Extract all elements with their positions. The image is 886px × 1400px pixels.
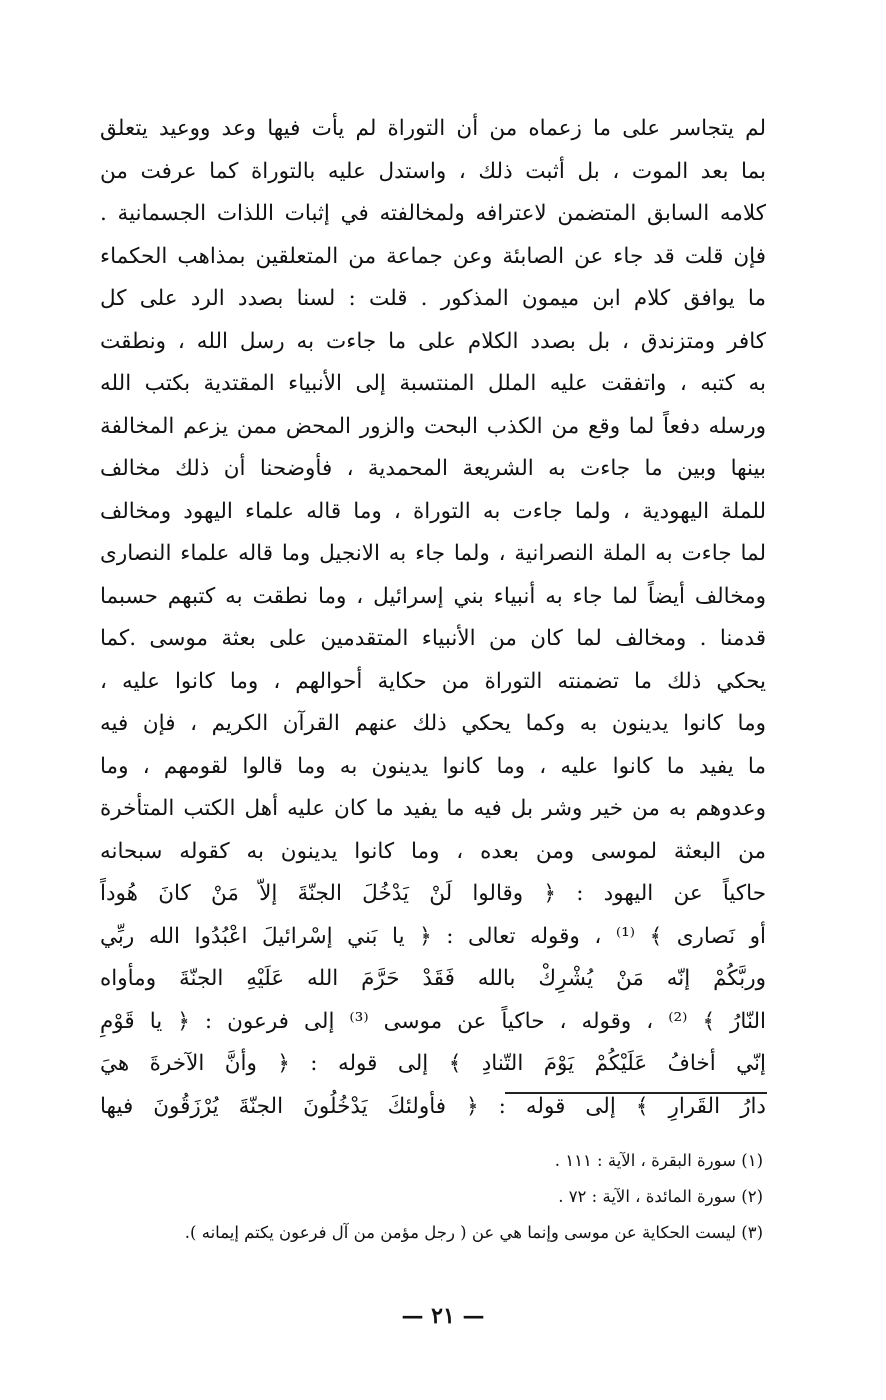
- text-line: ما يفيد ما كانوا عليه ، وما كانوا يدينون به وما قالوا لقومهم ، وما: [100, 753, 766, 779]
- text-line: أو نَصارى ﴾ ⁽¹⁾ ، وقوله تعالى : ﴿ يا بَني إسْرائيلَ اعْبُدُوا الله ربِّي: [100, 923, 766, 949]
- text-line: وعدوهم به من خير وشر بل فيه ما يفيد ما كان عليه أهل الكتب المتأخرة: [100, 796, 766, 821]
- footnote-separator: [505, 1092, 767, 1094]
- text-line: وربَّكُمْ إنّه مَنْ يُشْرِكْ بالله فَقَدْ حَرَّمَ الله عَلَيْهِ الجنّةَ ومأواه: [100, 966, 766, 991]
- text-line: وما كانوا يدينون به وكما يحكي ذلك عنهم القرآن الكريم ، فإن فيه: [100, 711, 766, 736]
- text-line: كافر ومتزندق ، بل بصدد الكلام على ما جاءت به رسل الله ، ونطقت: [100, 328, 766, 354]
- main-text: [100, 108, 766, 1128]
- text-line: يحكي ذلك ما تضمنته التوراة من حكاية أحوالهم ، وما كانوا عليه ،: [100, 668, 766, 694]
- text-line: حاكياً عن اليهود : ﴿ وقالوا لَنْ يَدْخُلَ الجنّةَ إلاّ مَنْ كانَ هُوداً: [100, 881, 766, 906]
- text-line: فإن قلت قد جاء عن الصابئة وعن جماعة من المتعلقين بمذاهب الحكماء: [100, 243, 766, 269]
- text-line: ومخالف أيضاً لما جاء به أنبياء بني إسرائيل ، وما نطقت به كتبهم حسبما: [100, 583, 766, 609]
- text-line: ما يوافق كلام ابن ميمون المذكور . قلت : لسنا بصدد الرد على كل: [100, 286, 766, 311]
- text-line: بينها وبين ما جاءت به الشريعة المحمدية ، فأوضحنا أن ذلك مخالف: [100, 456, 766, 481]
- text-line: إنّي أخافُ عَلَيْكُمْ يَوْمَ التّنادِ ﴾ إلى قوله : ﴿ وأنَّ الآخرةَ هيَ: [100, 1051, 766, 1076]
- footnote-2: (٢) سورة المائدة ، الآية : ٧٢ .: [558, 1187, 763, 1206]
- footnotes: [184, 1143, 763, 1251]
- text-line: بما بعد الموت ، بل أثبت ذلك ، واستدل عليه بالتوراة كما عرفت من: [100, 158, 766, 184]
- text-line: كلامه السابق المتضمن لاعترافه ولمخالفته في إثبات اللذات الجسمانية .: [100, 201, 766, 226]
- footnote-1: (١) سورة البقرة ، الآية : ١١١ .: [554, 1151, 763, 1170]
- text-line: قدمنا . ومخالف لما كان من الأنبياء المتقدمين على بعثة موسى .كما: [100, 626, 766, 651]
- text-line: للملة اليهودية ، ولما جاءت به التوراة ، وما قاله علماء اليهود ومخالف: [100, 498, 766, 524]
- footnote-3: (٣) ليست الحكاية عن موسى وإنما هي عن ( رجل مؤمن من آل فرعون يكتم إيمانه ).: [184, 1223, 763, 1242]
- text-line: لما جاءت به الملة النصرانية ، ولما جاء به الانجيل وما قاله علماء النصارى: [100, 541, 766, 566]
- text-line: دارُ القَرارِ ﴾ إلى قوله : ﴿ فأولئكَ يَدْخُلُونَ الجنّةَ يُرْزَقُونَ فيها: [100, 1093, 766, 1119]
- page-number: — ٢١ —: [401, 1303, 485, 1329]
- text-line: ورسله دفعاً لما وقع من الكذب البحت والزور المحض ممن يزعم المخالفة: [100, 413, 766, 439]
- text-line: من البعثة لموسى ومن بعده ، وما كانوا يدينون به كقوله سبحانه: [100, 838, 766, 864]
- text-line: النّارُ ﴾ ⁽²⁾ ، وقوله ، حاكياً عن موسى ⁽³⁾ إلى فرعون : ﴿ يا قَوْمِ: [100, 1008, 766, 1034]
- text-line: لم يتجاسر على ما زعماه من أن التوراة لم يأت فيها وعد ووعيد يتعلق: [100, 116, 766, 141]
- text-line: به كتبه ، واتفقت عليه الملل المنتسبة إلى الأنبياء المقتدية بكتب الله: [100, 371, 766, 396]
